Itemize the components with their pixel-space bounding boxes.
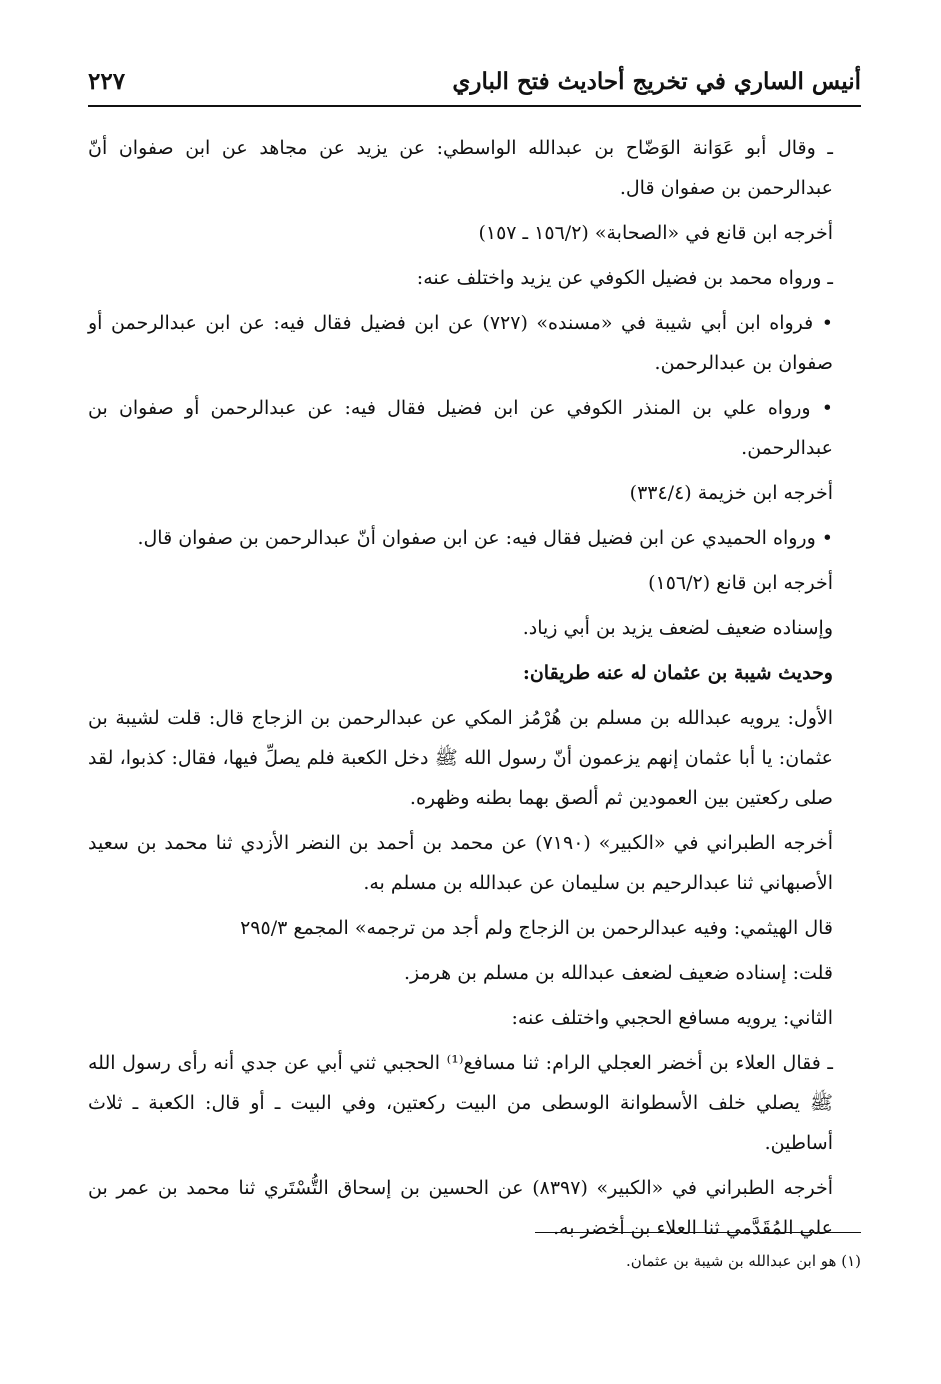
paragraph: ـ ورواه محمد بن فضيل الكوفي عن يزيد واختلف عنه:: [416, 267, 833, 289]
paragraph: الأول: يرويه عبدالله بن مسلم بن هُرْمُز المكي عن عبدالرحمن بن الزجاج قال: قلت لشيبة بن عثمان: يا أبا عثمان إنهم يزعمون أنّ رسول الله ﷺ دخل الكعبة فلم يصلِّ فيها، فقال: كذبوا، لقد صلى ركعتين بين العمودين ثم ألصق بهما بطنه وظهره.: [88, 707, 833, 809]
paragraph: • فرواه ابن أبي شيبة في «مسنده» (٧٢٧) عن ابن فضيل فقال فيه: عن ابن عبدالرحمن أو صفوان بن عبدالرحمن.: [88, 312, 833, 374]
paragraph: الثاني: يرويه مسافع الحجبي واختلف عنه:: [511, 1007, 833, 1029]
paragraph: وإسناده ضعيف لضعف يزيد بن أبي زياد.: [522, 617, 833, 639]
paragraph: ـ وقال أبو عَوَانة الوَضّاح بن عبدالله الواسطي: عن يزيد عن مجاهد عن ابن صفوان أنّ عبدالرحمن بن صفوان قال.: [88, 137, 833, 199]
page-header: [88, 66, 861, 106]
paragraph: • ورواه علي بن المنذر الكوفي عن ابن فضيل فقال فيه: عن عبدالرحمن أو صفوان بن عبدالرحمن.: [88, 397, 833, 459]
paragraph: قال الهيثمي: وفيه عبدالرحمن بن الزجاج ولم أجد من ترجمه» المجمع ٢٩٥/٣: [240, 917, 833, 939]
paragraph: قلت: إسناده ضعيف لضعف عبدالله بن مسلم بن هرمز.: [403, 962, 833, 984]
paragraph: أخرجه الطبراني في «الكبير» (٨٣٩٧) عن الحسين بن إسحاق التُّسْتَري ثنا محمد بن عمر بن علي المُقَدَّمي ثنا العلاء بن أخضر به.: [88, 1177, 833, 1239]
paragraph: أخرجه ابن قانع في «الصحابة» (١٥٦/٢ ـ ١٥٧): [478, 222, 833, 244]
running-title: أنيس الساري في تخريج أحاديث فتح الباري: [452, 68, 861, 95]
paragraph: أخرجه الطبراني في «الكبير» (٧١٩٠) عن محمد بن أحمد بن النضر الأزدي ثنا محمد بن سعيد الأصبهاني ثنا عبدالرحيم بن سليمان عن عبدالله بن مسلم به.: [88, 832, 833, 894]
footnote-rule: [535, 1232, 861, 1233]
section-heading: وحديث شيبة بن عثمان له عنه طريقان:: [522, 662, 833, 684]
paragraph: • ورواه الحميدي عن ابن فضيل فقال فيه: عن ابن صفوان أنّ عبدالرحمن بن صفوان قال.: [137, 527, 833, 549]
paragraph: أخرجه ابن قانع (١٥٦/٢): [648, 572, 833, 594]
paragraph: أخرجه ابن خزيمة (٣٣٤/٤): [629, 482, 833, 504]
page-number: ٢٢٧: [88, 68, 126, 95]
footnote: (١) هو ابن عبدالله بن شيبة بن عثمان.: [625, 1252, 861, 1270]
page-body: [88, 128, 861, 1253]
paragraph: ـ فقال العلاء بن أخضر العجلي الرام: ثنا مسافع⁽¹⁾ الحجبي ثني أبي عن جدي أنه رأى رسول الله ﷺ يصلي خلف الأسطوانة الوسطى من البيت ركعتين، وفي البيت ـ أو قال: الكعبة ـ ثلاث أساطين.: [88, 1052, 833, 1154]
header-rule: [88, 105, 861, 107]
